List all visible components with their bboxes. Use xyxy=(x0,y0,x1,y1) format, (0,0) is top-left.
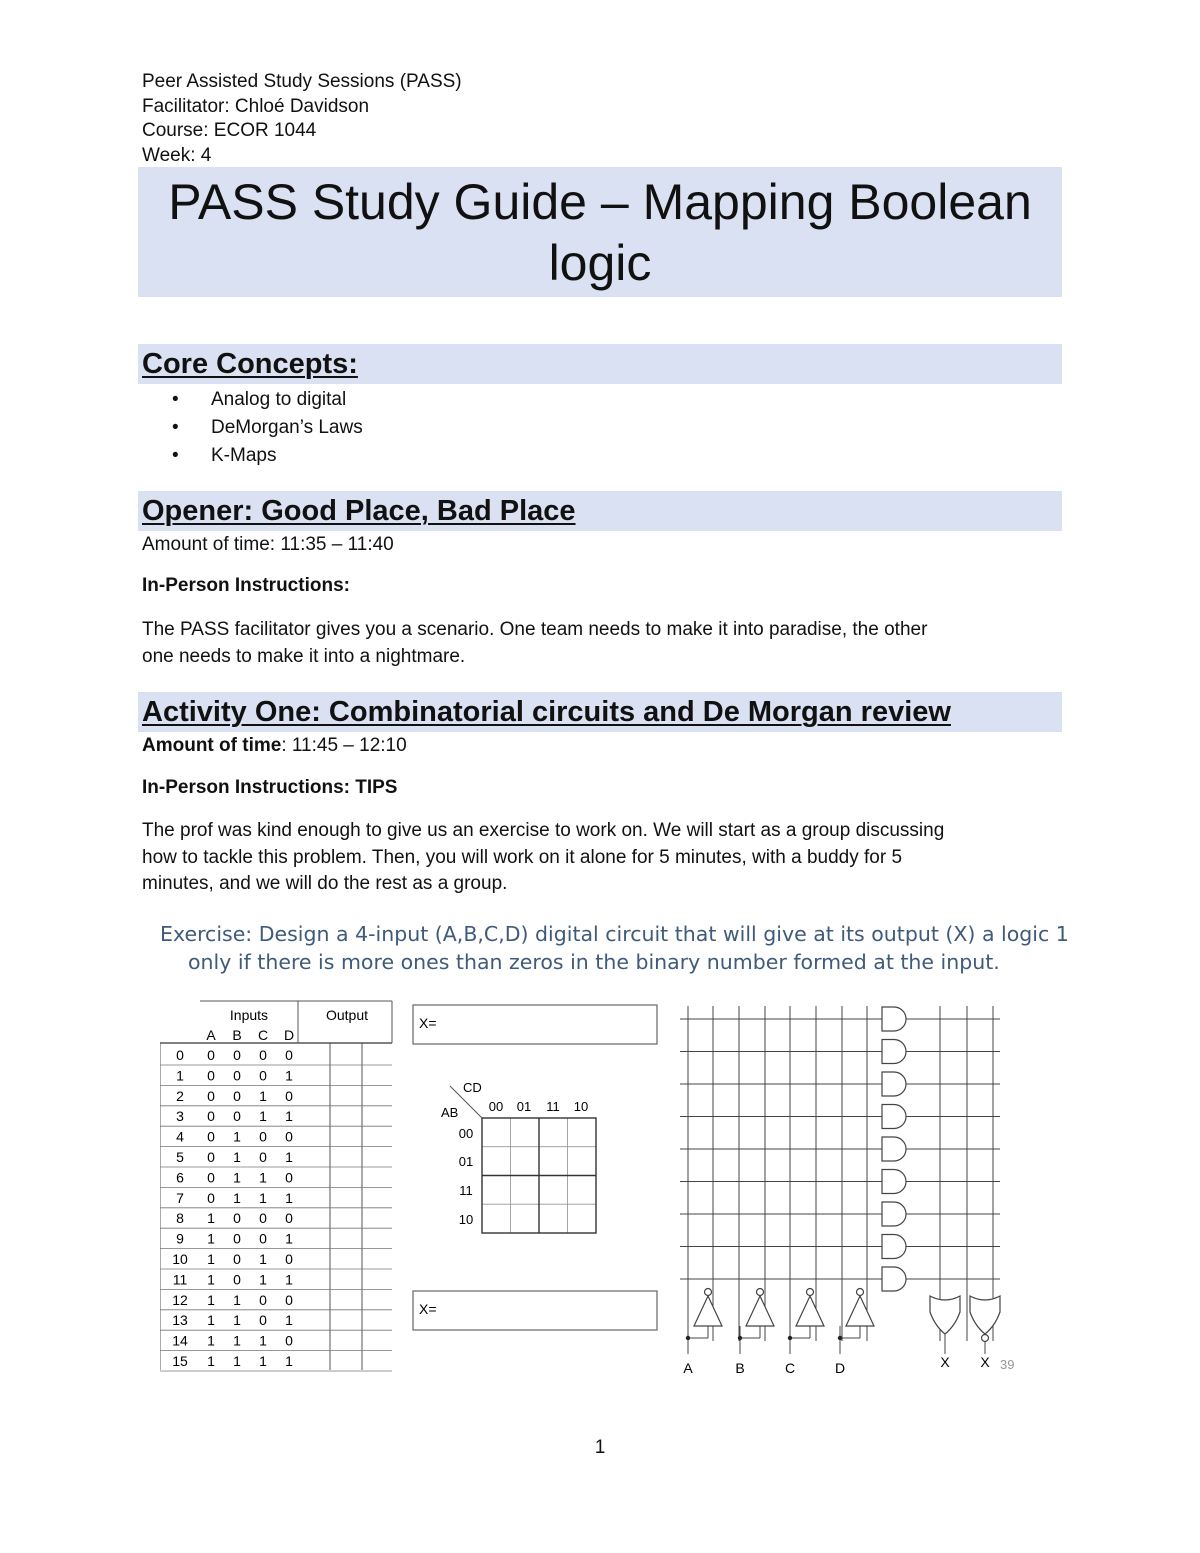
week-line: Week: 4 xyxy=(142,144,212,166)
row-index: 6 xyxy=(176,1169,184,1186)
truth-table-cell: 1 xyxy=(207,1251,215,1267)
truth-table-cell: 1 xyxy=(233,1128,241,1145)
kmap-cell[interactable] xyxy=(539,1204,568,1233)
and-gate-icon xyxy=(882,1170,906,1194)
course-line: Course: ECOR 1044 xyxy=(142,120,317,141)
truth-table-cell: 0 xyxy=(259,1291,267,1308)
title-line-1: PASS Study Guide – Mapping Boolean xyxy=(168,174,1032,230)
kmap-column-label: 11 xyxy=(546,1099,560,1114)
opener-time xyxy=(142,532,394,559)
truth-table-cell: 1 xyxy=(285,1067,293,1084)
k-map xyxy=(441,1080,596,1233)
truth-table-cell: 1 xyxy=(233,1189,241,1206)
inverter-bubble-icon xyxy=(857,1289,864,1296)
truth-table-cell: 1 xyxy=(259,1332,267,1349)
truth-table-cell: 0 xyxy=(207,1067,215,1084)
kmap-cell[interactable] xyxy=(568,1118,597,1147)
truth-table-cell: 0 xyxy=(259,1230,267,1247)
truth-table-cell: 0 xyxy=(259,1128,267,1145)
body-line: The PASS facilitator gives you a scenario. One team needs to make it into paradise, the other xyxy=(142,619,928,640)
input-label: C xyxy=(784,1360,796,1376)
truth-table-cell: 0 xyxy=(207,1169,215,1186)
row-index: 11 xyxy=(172,1271,188,1288)
truth-table-cell: 1 xyxy=(259,1169,267,1186)
row-index: 8 xyxy=(176,1210,184,1227)
truth-table-cell: 1 xyxy=(233,1353,241,1369)
truth-table-cell: 1 xyxy=(233,1169,241,1186)
truth-table-cell: 0 xyxy=(233,1067,241,1084)
truth-table-cell: 1 xyxy=(259,1087,267,1104)
equation-box-top[interactable] xyxy=(413,1005,657,1044)
input-label: B xyxy=(735,1360,745,1376)
truth-table-cell: 1 xyxy=(285,1353,293,1369)
inverter-icon xyxy=(846,1296,874,1326)
facilitator-line: Facilitator: Chloé Davidson xyxy=(142,95,370,117)
equation-label-bottom: X= xyxy=(419,1301,437,1317)
kmap-cell[interactable] xyxy=(482,1176,511,1205)
kmap-column-label: 00 xyxy=(488,1099,504,1114)
page-title xyxy=(138,167,1062,294)
truth-table-cell: 0 xyxy=(233,1108,241,1125)
and-gate-icon xyxy=(882,1040,906,1064)
activity-one-body xyxy=(142,818,944,898)
nor-bubble-icon xyxy=(982,1335,989,1342)
truth-table-cell: 1 xyxy=(207,1353,215,1369)
truth-table-cell: 0 xyxy=(207,1128,215,1145)
truth-table-cell: 0 xyxy=(259,1210,267,1227)
exercise-line-1: Exercise: Design a 4-input (A,B,C,D) digital circuit that will give at its output (X) a logic 1 xyxy=(160,922,1069,946)
slide-number: 39 xyxy=(1000,1357,1015,1372)
equation-label-top: X= xyxy=(419,1015,437,1031)
body-line: how to tackle this problem. Then, you will work on it alone for 5 minutes, with a buddy for 5 xyxy=(142,846,903,868)
activity-one-band xyxy=(138,692,1062,732)
truth-table-cell: 1 xyxy=(285,1108,293,1125)
row-index: 5 xyxy=(176,1149,184,1165)
row-index: 14 xyxy=(172,1332,188,1349)
truth-table-cell: 1 xyxy=(259,1353,267,1369)
or-gate-icon xyxy=(930,1296,960,1334)
body-line: The prof was kind enough to give us an exercise to work on. We will start as a group discussing xyxy=(142,820,945,841)
opener-body xyxy=(142,617,927,670)
program-name: Peer Assisted Study Sessions (PASS) xyxy=(142,71,462,92)
column-b-header: B xyxy=(232,1027,242,1043)
kmap-cell[interactable] xyxy=(539,1147,568,1176)
truth-table-cell: 1 xyxy=(285,1189,293,1206)
truth-table-cell: 0 xyxy=(259,1047,267,1063)
kmap-cell[interactable] xyxy=(511,1176,540,1205)
equation-box-bottom[interactable] xyxy=(413,1291,657,1330)
kmap-cell[interactable] xyxy=(539,1176,568,1205)
truth-table-cell: 1 xyxy=(285,1271,293,1288)
truth-table-cell: 0 xyxy=(285,1047,293,1063)
kmap-row-label: 11 xyxy=(459,1183,473,1198)
truth-table xyxy=(160,1001,392,1371)
kmap-cell[interactable] xyxy=(482,1118,511,1147)
or-gate-icon xyxy=(970,1296,1000,1334)
time-label: Amount of time xyxy=(142,735,282,756)
kmap-cell[interactable] xyxy=(511,1204,540,1233)
truth-table-cell: 0 xyxy=(233,1210,241,1227)
page-number: 1 xyxy=(594,1437,606,1458)
truth-table-cell: 1 xyxy=(207,1230,215,1247)
truth-table-cell: 1 xyxy=(285,1230,293,1247)
output-label: X xyxy=(940,1354,950,1370)
title-line-2: logic xyxy=(548,235,652,291)
kmap-column-variable: CD xyxy=(463,1080,482,1095)
kmap-cell[interactable] xyxy=(568,1204,597,1233)
truth-table-cell: 0 xyxy=(285,1210,293,1227)
truth-table-cell: 0 xyxy=(207,1149,215,1165)
truth-table-cell: 1 xyxy=(233,1312,241,1329)
inverter-bubble-icon xyxy=(705,1289,712,1296)
truth-table-cell: 0 xyxy=(233,1047,241,1063)
inverter-bubble-icon xyxy=(807,1289,814,1296)
row-index: 4 xyxy=(176,1128,184,1145)
truth-table-cell: 1 xyxy=(259,1271,267,1288)
title-banner xyxy=(138,167,1062,297)
truth-table-cell: 0 xyxy=(285,1291,293,1308)
kmap-cell[interactable] xyxy=(511,1147,540,1176)
output-header: Output xyxy=(325,1007,369,1023)
truth-table-cell: 0 xyxy=(285,1087,293,1104)
truth-table-cell: 1 xyxy=(259,1251,267,1267)
row-index: 1 xyxy=(176,1067,184,1084)
truth-table-cell: 0 xyxy=(233,1251,241,1267)
inputs-header: Inputs xyxy=(229,1007,269,1023)
inverter-icon xyxy=(694,1296,722,1326)
truth-table-cell: 0 xyxy=(207,1189,215,1206)
and-gate-icon xyxy=(882,1007,906,1031)
kmap-row-label: 00 xyxy=(458,1126,474,1141)
inverter-icon xyxy=(746,1296,774,1326)
kmap-row-variable: AB xyxy=(441,1105,459,1120)
truth-table-cell: 0 xyxy=(285,1128,293,1145)
kmap-cell[interactable] xyxy=(482,1204,511,1233)
row-index: 15 xyxy=(172,1353,188,1369)
list-item: • Analog to digital xyxy=(172,386,363,414)
exercise-figure xyxy=(160,996,1020,1380)
truth-table-cell: 1 xyxy=(233,1332,241,1349)
truth-table-cell: 1 xyxy=(207,1332,215,1349)
row-index: 2 xyxy=(176,1087,184,1104)
kmap-cell[interactable] xyxy=(482,1147,511,1176)
document-header xyxy=(142,70,462,168)
kmap-cell[interactable] xyxy=(568,1176,597,1205)
inverter-icon xyxy=(796,1296,824,1326)
truth-table-cell: 0 xyxy=(285,1251,293,1267)
truth-table-cell: 0 xyxy=(233,1087,241,1104)
kmap-cell[interactable] xyxy=(568,1147,597,1176)
truth-table-cell: 1 xyxy=(207,1271,215,1288)
exercise-line-2: only if there is more ones than zeros in the binary number formed at the input. xyxy=(188,950,1000,974)
and-gate-icon xyxy=(882,1202,906,1226)
junction-dot xyxy=(838,1336,842,1340)
truth-table-cell: 1 xyxy=(233,1149,241,1165)
truth-table-cell: 0 xyxy=(233,1230,241,1247)
time-value: : 11:45 – 12:10 xyxy=(281,735,407,756)
truth-table-cell: 1 xyxy=(233,1291,241,1308)
column-c-header: C xyxy=(257,1027,269,1043)
body-line: one needs to make it into a nightmare. xyxy=(142,645,466,667)
activity-one-time xyxy=(142,733,407,760)
input-label: A xyxy=(683,1360,693,1376)
row-index: 0 xyxy=(176,1047,184,1063)
core-concepts-list xyxy=(172,386,363,470)
truth-table-cell: 0 xyxy=(207,1047,215,1063)
core-concepts-heading: Core Concepts: xyxy=(142,348,358,380)
truth-table-cell: 0 xyxy=(233,1271,241,1288)
kmap-cell[interactable] xyxy=(539,1118,568,1147)
truth-table-cell: 1 xyxy=(259,1108,267,1125)
row-index: 7 xyxy=(176,1189,184,1206)
output-label: X xyxy=(980,1354,990,1370)
truth-table-cell: 1 xyxy=(207,1291,215,1308)
kmap-cell[interactable] xyxy=(511,1118,540,1147)
kmap-column-label: 01 xyxy=(516,1099,532,1114)
truth-table-cell: 0 xyxy=(285,1332,293,1349)
kmap-row-label: 01 xyxy=(458,1154,474,1169)
exercise-figure-svg xyxy=(160,996,1020,1380)
truth-table-cell: 1 xyxy=(259,1189,267,1206)
row-index: 3 xyxy=(176,1108,184,1125)
truth-table-cell: 0 xyxy=(259,1067,267,1084)
truth-table-cell: 0 xyxy=(259,1149,267,1165)
row-index: 13 xyxy=(172,1312,188,1329)
truth-table-cell: 1 xyxy=(207,1312,215,1329)
junction-dot xyxy=(788,1336,792,1340)
exercise-statement xyxy=(160,920,1069,976)
activity-one-heading: Activity One: Combinatorial circuits and De Morgan review xyxy=(142,696,951,728)
time-value: : 11:35 – 11:40 xyxy=(269,534,394,555)
input-label: D xyxy=(834,1360,846,1376)
row-index: 12 xyxy=(172,1291,188,1308)
row-index: 10 xyxy=(172,1251,188,1267)
opener-instructions-label: In-Person Instructions: xyxy=(142,575,350,596)
opener-band xyxy=(138,491,1062,531)
and-gate-icon xyxy=(882,1072,906,1096)
inverter-bubble-icon xyxy=(757,1289,764,1296)
junction-dot xyxy=(686,1336,690,1340)
truth-table-cell: 0 xyxy=(207,1087,215,1104)
truth-table-cell: 0 xyxy=(207,1108,215,1125)
body-line: minutes, and we will do the rest as a group. xyxy=(142,873,508,894)
logic-circuit xyxy=(680,1006,1000,1376)
truth-table-cell: 1 xyxy=(285,1312,293,1329)
kmap-column-label: 10 xyxy=(573,1099,589,1114)
column-d-header: D xyxy=(283,1027,295,1043)
row-index: 9 xyxy=(176,1230,184,1247)
and-gate-icon xyxy=(882,1235,906,1259)
truth-table-cell: 1 xyxy=(207,1210,215,1227)
core-concepts-band xyxy=(138,344,1062,384)
activity-one-instructions-label: In-Person Instructions: TIPS xyxy=(142,777,398,798)
truth-table-cell: 0 xyxy=(285,1169,293,1186)
list-item: • DeMorgan’s Laws xyxy=(172,414,363,442)
list-item: • K-Maps xyxy=(172,442,363,470)
kmap-row-label: 10 xyxy=(458,1212,474,1227)
and-gate-icon xyxy=(882,1267,906,1291)
truth-table-cell: 0 xyxy=(259,1312,267,1329)
truth-table-cell: 1 xyxy=(285,1149,293,1165)
opener-heading: Opener: Good Place, Bad Place xyxy=(142,495,576,527)
junction-dot xyxy=(738,1336,742,1340)
column-a-header: A xyxy=(206,1027,216,1043)
and-gate-icon xyxy=(882,1137,906,1161)
and-gate-icon xyxy=(882,1105,906,1129)
time-label: Amount of time xyxy=(142,534,270,555)
